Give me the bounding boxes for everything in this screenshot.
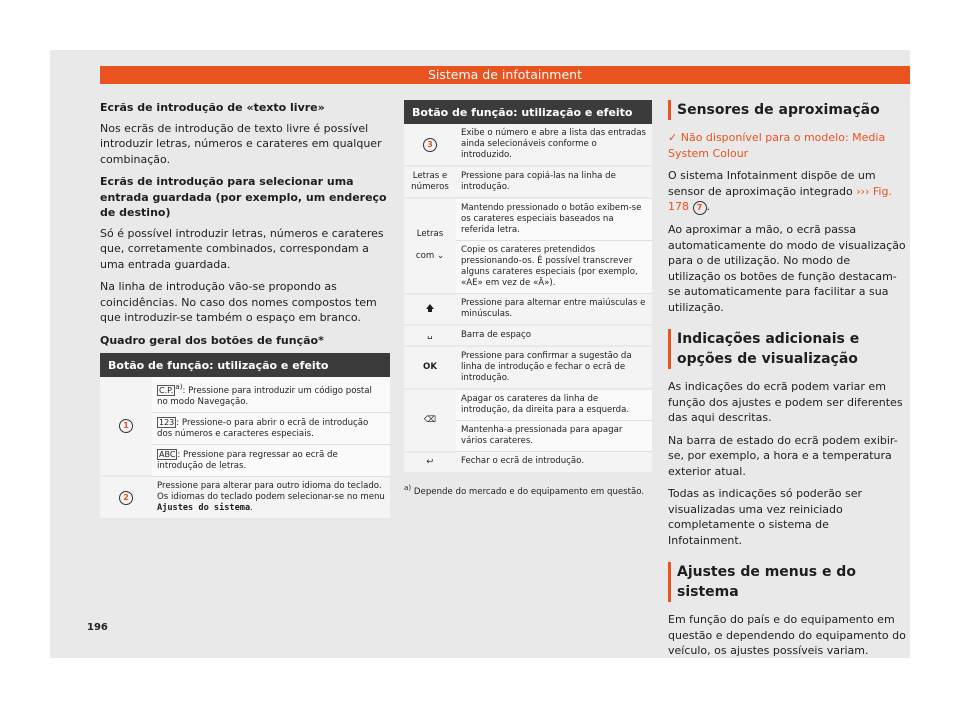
space-bar-icon: ␣ <box>427 330 433 340</box>
table-cell: ABC : Pressione para regressar ao ecrã de introdução de letras. <box>152 444 390 476</box>
table-cell: Barra de espaço <box>456 325 652 346</box>
heading-entrada-guardada: Ecrãs de introdução para selecionar uma entrada guardada (por exemplo, um endereço de destino) <box>100 175 387 219</box>
para-entrada-guardada-2: Na linha de introdução vão-se propondo as coincidências. No caso dos nomes compostos tem que introduzir-se também o espaço em branco. <box>100 280 377 324</box>
availability-note: ✓ Não disponível para o modelo: Media System Colour <box>668 131 886 160</box>
para-indicacoes-1: As indicações do ecrã podem variar em função dos ajustes e podem ser diferentes das aqui descritas. <box>668 380 903 424</box>
para-entrada-guardada-1: Só é possível introduzir letras, números e carateres que, corretamente combinados, correspondam a uma entrada guardada. <box>100 226 384 271</box>
para-sensores-1: O sistema Infotainment dispõe de um sensor de aproximação integrado ››› Fig. 178 7 . <box>668 169 892 213</box>
table-key: 2 <box>100 476 152 519</box>
table-cell: 123 : Pressione-o para abrir o ecrã de introdução dos números e caracteres especiais. <box>152 412 390 444</box>
column-right <box>668 100 906 666</box>
table-cell: Mantendo pressionado o botão exibem-se os carateres especiais baseados na referida letra. <box>456 198 652 241</box>
table-header: Botão de função: utilização e efeito <box>404 100 652 124</box>
function-table-1 <box>100 353 390 520</box>
heading-texto-livre: Ecrãs de introdução de «texto livre» <box>100 101 325 114</box>
heading-quadro-geral: Quadro geral dos botões de função* <box>100 333 324 347</box>
table-key <box>404 294 456 326</box>
section-sensores: Sensores de aproximação <box>668 100 906 120</box>
table-cell: Copie os carateres pretendidos pressionando-os. É possível transcrever alguns carateres especiais (por exemplo, «AE» em vez de «Ä»). <box>456 241 652 294</box>
function-table-2 <box>404 100 652 474</box>
table-cell: Pressione para alterar para outro idioma do teclado. Os idiomas do teclado podem selecionar-se no menu Ajustes do sistema. <box>152 476 390 519</box>
page <box>50 50 910 658</box>
para-ajustes: Em função do país e do equipamento em questão e dependendo do equipamento do veículo, os ajustes possíveis variam. <box>668 613 906 657</box>
footnote: $^{a)}$ Depende do mercado e do equipamento em questão. <box>404 482 645 497</box>
table-cell: Pressione para copiá-las na linha de introdução. <box>456 166 652 198</box>
table-key: Letras e números <box>404 166 456 198</box>
table-key: Letras com ⌄ <box>404 198 456 294</box>
table-cell: Pressione para alternar entre maiúsculas e minúsculas. <box>456 294 652 326</box>
check-icon: ✓ <box>668 131 678 144</box>
para-indicacoes-2: Na barra de estado do ecrã podem exibir-se, por exemplo, a hora e a temperatura exterior atual. <box>668 433 898 478</box>
table-key: OK <box>404 346 456 389</box>
table-key <box>404 389 456 452</box>
para-texto-livre: Nos ecrãs de introdução de texto livre é possível introduzir letras, números e carateres em qualquer combinação. <box>100 121 382 166</box>
table-cell: Fechar o ecrã de introdução. <box>456 452 652 473</box>
table-cell: Mantenha-a pressionada para apagar vários carateres. <box>456 421 652 452</box>
table-cell: Pressione para confirmar a sugestão da linha de introdução e fechar o ecrã de introdução. <box>456 346 652 389</box>
section-indicacoes: Indicações adicionais e opções de visualização <box>668 329 906 369</box>
shift-arrow-icon: 🡅 <box>425 303 435 314</box>
column-left <box>100 100 390 520</box>
table-key <box>404 452 456 473</box>
table-cell: Exibe o número e abre a lista das entradas ainda selecionáveis conforme o introduzido. <box>456 124 652 166</box>
page-header: Sistema de infotainment <box>100 66 910 84</box>
page-number: 196 <box>87 622 108 633</box>
table-cell: Apagar os carateres da linha de introdução, da direita para a esquerda. <box>456 389 652 421</box>
table-key <box>404 325 456 346</box>
column-middle <box>404 100 652 497</box>
table-key: 3 <box>404 124 456 166</box>
table-key: 1 <box>100 377 152 476</box>
backspace-icon: ⌫ <box>423 414 437 425</box>
para-sensores-2: Ao aproximar a mão, o ecrã passa automaticamente do modo de visualização para o de utilização. No modo de utilização os botões de função destacam-se automaticamente para facilitar a sua utilização. <box>668 223 906 314</box>
table-header: Botão de função: utilização e efeito <box>100 353 390 377</box>
section-ajustes: Ajustes de menus e do sistema <box>668 562 906 602</box>
para-indicacoes-3: Todas as indicações só poderão ser visualizadas uma vez reiniciado completamente o sistema de Infotainment. <box>668 487 863 547</box>
table-cell: C.P. $^{a)}$: Pressione para introduzir um código postal no modo Navegação. <box>152 377 390 412</box>
chevron-down-icon: ⌄ <box>436 251 445 262</box>
return-arrow-icon: ↩ <box>426 456 434 467</box>
